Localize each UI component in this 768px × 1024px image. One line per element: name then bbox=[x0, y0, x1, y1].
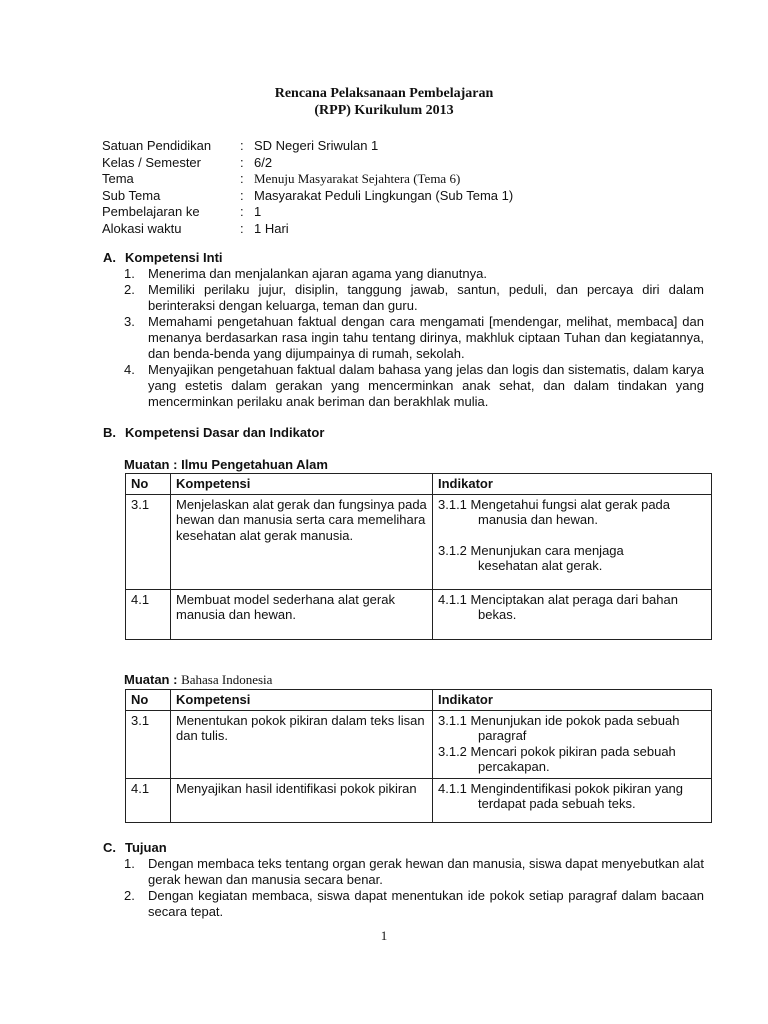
section-a-heading bbox=[103, 250, 223, 265]
table-header-row bbox=[126, 474, 712, 495]
identity-row bbox=[102, 138, 513, 155]
list-text: Menyajikan pengetahuan faktual dalam bahasa yang jelas dan logis dan sistematis, dalam karya yang estetis dalam gerakan yang mencerminkan anak sehat, dan dalam tindakan yang mencerminkan perilaku anak beriman dan berakhlak mulia. bbox=[148, 362, 704, 409]
indikator-code: 3.1.1 bbox=[438, 712, 467, 728]
indikator-text-cont: percakapan. bbox=[478, 759, 550, 774]
list-item bbox=[124, 856, 704, 888]
header-kompetensi: Kompetensi bbox=[171, 474, 433, 495]
muatan-value: Bahasa Indonesia bbox=[181, 672, 273, 687]
table-row bbox=[126, 778, 712, 822]
identity-row bbox=[102, 204, 513, 221]
identity-row bbox=[102, 171, 513, 188]
indikator-text: Menciptakan alat peraga dari bahan bbox=[470, 591, 678, 607]
identity-value: 6/2 bbox=[254, 154, 273, 170]
indikator-code: 4.1.1 bbox=[438, 591, 467, 607]
indikator-code: 3.1.2 bbox=[438, 542, 467, 558]
muatan-bahasa bbox=[124, 672, 272, 688]
section-letter: A. bbox=[103, 250, 116, 265]
header-no: No bbox=[126, 474, 171, 495]
table-row bbox=[126, 589, 712, 639]
list-number: 2. bbox=[124, 888, 135, 903]
identity-label: Sub Tema bbox=[102, 187, 161, 203]
indikator-item bbox=[438, 497, 706, 528]
kompetensi-inti-list bbox=[124, 266, 704, 410]
cell-kompetensi: Menjelaskan alat gerak dan fungsinya pada hewan dan manusia serta cara memelihara kesehatan alat gerak manusia. bbox=[171, 494, 433, 589]
indikator-item bbox=[438, 713, 706, 744]
identity-row bbox=[102, 188, 513, 205]
list-number: 3. bbox=[124, 314, 135, 329]
cell-kompetensi: Membuat model sederhana alat gerak manusia dan hewan. bbox=[171, 589, 433, 639]
header-no: No bbox=[126, 690, 171, 711]
list-item bbox=[124, 888, 704, 920]
list-item bbox=[124, 362, 704, 410]
muatan-label: Muatan : bbox=[124, 457, 178, 472]
cell-kompetensi: Menyajikan hasil identifikasi pokok pikiran bbox=[171, 778, 433, 822]
identity-row bbox=[102, 155, 513, 172]
section-letter: C. bbox=[103, 840, 116, 855]
indikator-item bbox=[438, 744, 706, 775]
identity-label: Pembelajaran ke bbox=[102, 204, 200, 219]
section-title: Kompetensi Dasar dan Indikator bbox=[125, 425, 325, 440]
list-text: Dengan kegiatan membaca, siswa dapat menentukan ide pokok setiap paragraf dalam bacaan secara tepat. bbox=[148, 888, 704, 919]
identity-colon: : bbox=[240, 154, 244, 170]
indikator-text: Mengindentifikasi pokok pikiran yang bbox=[470, 780, 684, 796]
muatan-label: Muatan : bbox=[124, 672, 178, 687]
identity-label: Tema bbox=[102, 171, 134, 186]
cell-kompetensi: Menentukan pokok pikiran dalam teks lisan dan tulis. bbox=[171, 710, 433, 778]
cell-indikator bbox=[433, 778, 712, 822]
header-indikator: Indikator bbox=[433, 474, 712, 495]
table-bahasa bbox=[125, 689, 712, 823]
list-number: 1. bbox=[124, 856, 135, 871]
table-row bbox=[126, 710, 712, 778]
cell-no: 4.1 bbox=[126, 778, 171, 822]
cell-indikator bbox=[433, 710, 712, 778]
page-number: 1 bbox=[380, 928, 388, 943]
identity-value: 1 bbox=[254, 204, 262, 219]
identity-value: Menuju Masyarakat Sejahtera (Tema 6) bbox=[254, 171, 461, 186]
indikator-code: 4.1.1 bbox=[438, 780, 467, 796]
identity-row bbox=[102, 221, 513, 238]
identity-label: Kelas / Semester bbox=[102, 154, 201, 170]
identity-value: SD Negeri Sriwulan 1 bbox=[254, 138, 379, 153]
indikator-text-cont: terdapat pada sebuah teks. bbox=[478, 796, 636, 811]
identity-colon: : bbox=[240, 171, 244, 186]
cell-no: 3.1 bbox=[126, 494, 171, 589]
section-title: Tujuan bbox=[125, 840, 167, 855]
identity-value: 1 Hari bbox=[254, 220, 289, 236]
indikator-text: Menunjukan cara menjaga bbox=[470, 542, 624, 558]
section-c-heading bbox=[103, 840, 167, 855]
list-number: 4. bbox=[124, 362, 135, 377]
list-item bbox=[124, 314, 704, 362]
tujuan-list bbox=[124, 856, 704, 920]
identity-value: Masyarakat Peduli Lingkungan (Sub Tema 1) bbox=[254, 187, 514, 203]
indikator-item bbox=[438, 592, 706, 623]
cell-no: 4.1 bbox=[126, 589, 171, 639]
list-number: 2. bbox=[124, 282, 135, 297]
indikator-text-cont: paragraf bbox=[478, 728, 527, 743]
list-item bbox=[124, 282, 704, 314]
cell-indikator bbox=[433, 494, 712, 589]
indikator-code: 3.1.1 bbox=[438, 496, 467, 512]
list-text: Menerima dan menjalankan ajaran agama yang dianutnya. bbox=[148, 266, 487, 281]
identity-label: Alokasi waktu bbox=[102, 220, 182, 236]
identity-block bbox=[102, 138, 513, 237]
table-ipa bbox=[125, 473, 712, 640]
list-item bbox=[124, 266, 704, 282]
header-kompetensi: Kompetensi bbox=[171, 690, 433, 711]
section-title: Kompetensi Inti bbox=[125, 250, 223, 265]
identity-colon: : bbox=[240, 187, 244, 203]
section-b-heading bbox=[103, 425, 324, 440]
list-text: Dengan membaca teks tentang organ gerak hewan dan manusia, siswa dapat menyebutkan alat gerak hewan dan manusia secara benar. bbox=[148, 856, 704, 887]
indikator-text: Menunjukan ide pokok pada sebuah bbox=[470, 712, 680, 728]
indikator-text-cont: manusia dan hewan. bbox=[478, 512, 598, 527]
list-text: Memiliki perilaku jujur, disiplin, tanggung jawab, santun, peduli, dan percaya diri dalam berinteraksi dengan keluarga, teman dan guru. bbox=[148, 282, 704, 313]
indikator-item bbox=[438, 781, 706, 812]
list-number: 1. bbox=[124, 266, 135, 281]
muatan-value: Ilmu Pengetahuan Alam bbox=[181, 457, 328, 472]
muatan-ipa bbox=[124, 457, 328, 472]
identity-colon: : bbox=[240, 220, 244, 236]
indikator-item bbox=[438, 543, 706, 574]
title-line-1: Rencana Pelaksanaan Pembelajaran bbox=[274, 86, 494, 101]
list-text: Memahami pengetahuan faktual dengan cara mengamati [mendengar, melihat, membaca] dan menanya berdasarkan rasa ingin tahu tentang dirinya, makhluk ciptaan Tuhan dan kegiatannya, dan benda-benda yang dijumpainya di rumah, sekolah. bbox=[148, 314, 704, 361]
table-row bbox=[126, 494, 712, 589]
indikator-text-cont: kesehatan alat gerak. bbox=[478, 558, 603, 573]
identity-colon: : bbox=[240, 204, 244, 219]
header-indikator: Indikator bbox=[433, 690, 712, 711]
section-letter: B. bbox=[103, 425, 116, 440]
table-header-row bbox=[126, 690, 712, 711]
cell-no: 3.1 bbox=[126, 710, 171, 778]
cell-indikator bbox=[433, 589, 712, 639]
title-line-2: (RPP) Kurikulum 2013 bbox=[314, 103, 454, 118]
indikator-code: 3.1.2 bbox=[438, 743, 467, 759]
identity-label: Satuan Pendidikan bbox=[102, 138, 212, 153]
identity-colon: : bbox=[240, 138, 244, 153]
indikator-text-cont: bekas. bbox=[478, 607, 517, 622]
indikator-text: Mencari pokok pikiran pada sebuah bbox=[470, 743, 676, 759]
indikator-text: Mengetahui fungsi alat gerak pada bbox=[470, 496, 671, 512]
